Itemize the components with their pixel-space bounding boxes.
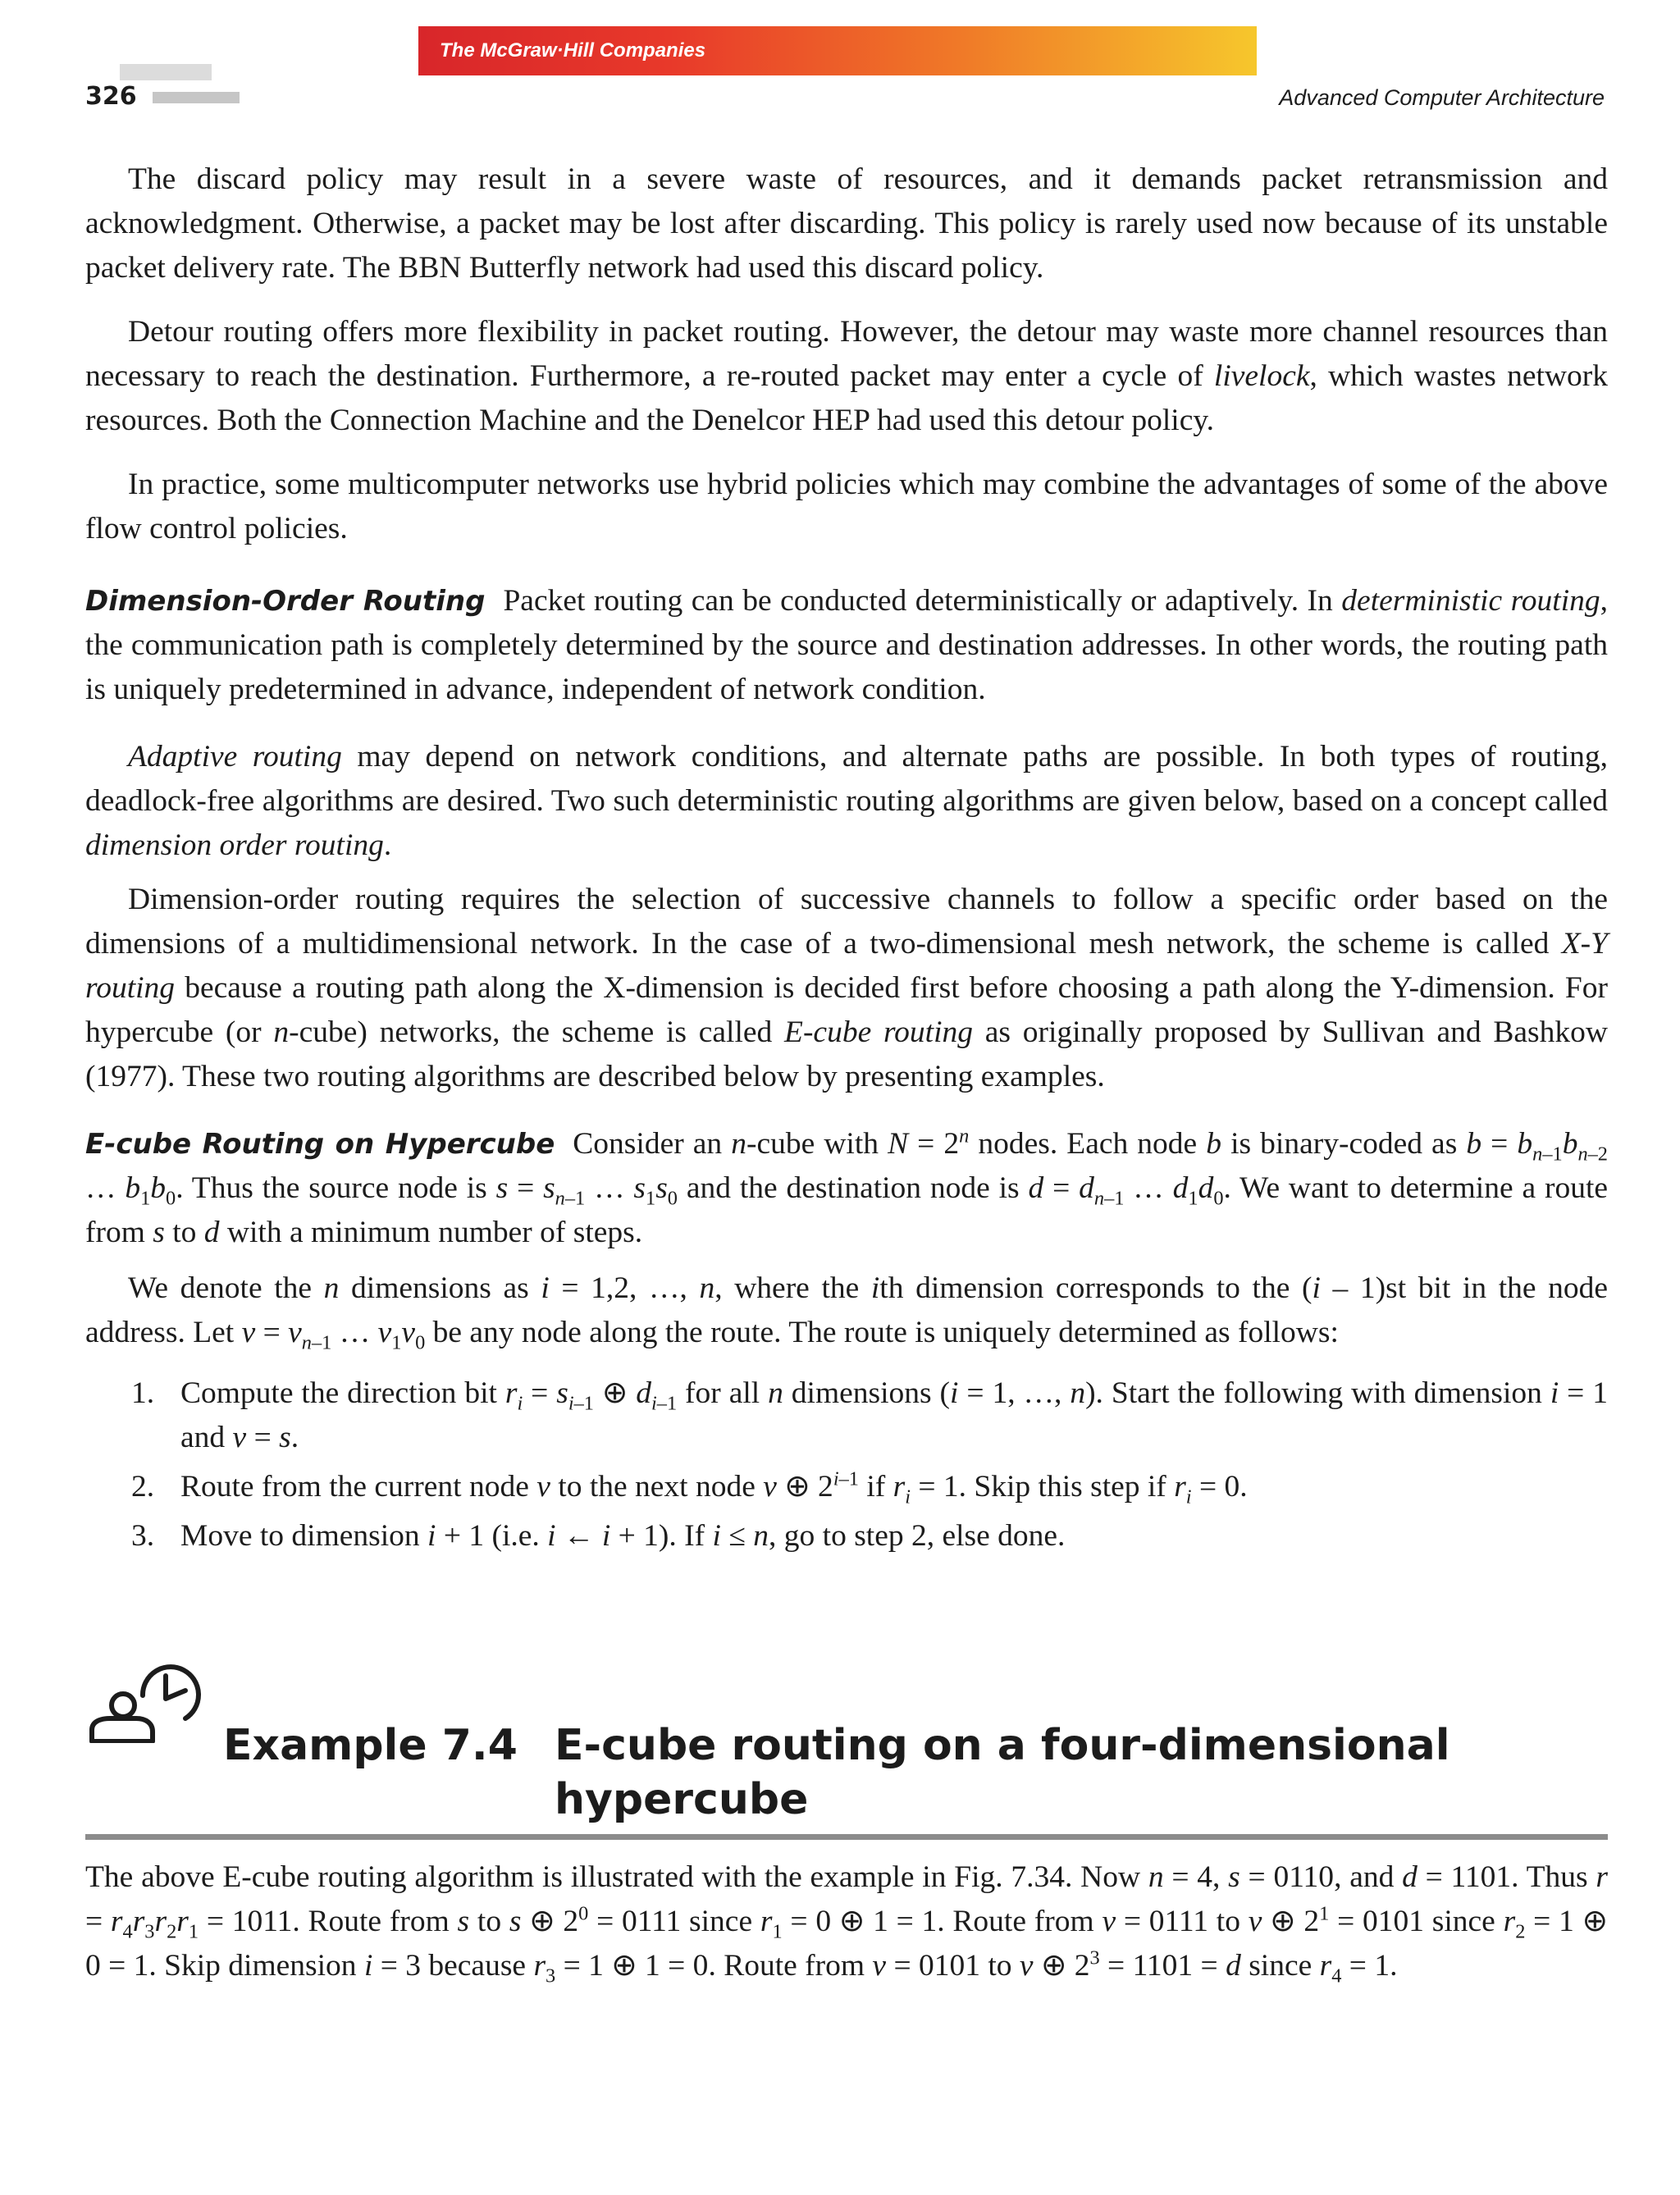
running-head-title: Advanced Computer Architecture (1279, 85, 1605, 110)
paragraph: Dimension-Order Routing Packet routing can be conducted deterministically or adaptively. In deterministic routing, the communication path is completely determined by the source and destination addresses. In other words, the routing path is uniquely predetermined in advance, independent of network condition. (85, 584, 1608, 706)
list-item: 2. Route from the current node v to the next node v ⊕ 2$^{i-1}$ if $r_i = 1$. Skip this step if $r_i = 0$. (131, 1467, 1248, 1508)
section-heading: Dimension-Order Routing (85, 585, 486, 618)
paragraph: We denote the n dimensions as i = 1,2, …, n, where the ith dimension corresponds to the (i – 1)st bit in the node address. Let $v = v_{n-1}$ … $v_1v_0$ be any node along the route. The route is uniquely determined as follows: (85, 1271, 1609, 1354)
divider (85, 1834, 1608, 1840)
algorithm-steps (85, 1371, 1608, 1558)
decorative-bar (120, 64, 212, 80)
paragraph: E-cube Routing on Hypercube Consider an n-cube with $N = 2^n$ nodes. Each node b is binary-coded as $b = b_{n-1}b_{n-2}$ … $b_1b_0$. Thus the source node is $s = s_{n-1}$ … $s_1s_0$ and the destination node is $d = d_{n-1}$ … $d_1d_0$. We want to determine a route from s to d with a minimum number of steps. (85, 1125, 1609, 1249)
example-box (85, 1636, 1608, 1825)
page-number: 326 (85, 82, 137, 111)
section-heading: E-cube Routing on Hypercube (85, 1128, 555, 1161)
list-item: 3. Move to dimension i + 1 (i.e. i ← i + 1). If i ≤ n, go to step 2, else done. (131, 1519, 1066, 1553)
paragraph: Dimension-order routing requires the selection of successive channels to follow a specific order based on the dimensions of a multidimensional network. In the case of a two-dimensional mesh network, the scheme is called X-Y routing because a routing path along the X-dimension is decided first before choosing a path along the Y-dimension. For hypercube (or n-cube) networks, the scheme is called E-cube routing as originally proposed by Sullivan and Bashkow (1977). These two routing algorithms are described below by presenting examples. (85, 883, 1608, 1093)
decorative-bar (153, 92, 240, 103)
main-text (85, 157, 1608, 1558)
paragraph: The above E-cube routing algorithm is illustrated with the example in Fig. 7.34. Now n = 4, s = 0110, and d = 1101. Thus $r = r_4r_3r_2r_1 = 1011$. Route from s to s ⊕ $2^0 = 0111$ since $r_1 = 0$ ⊕ 1 = 1. Route from v = 0111 to v ⊕ $2^1 = 0101$ since $r_2 = 1$ ⊕ 0 = 1. Skip dimension i = 3 because $r_3 = 1$ ⊕ 1 = 0. Route from v = 0101 to v ⊕ $2^3 = 1101 = d$ since $r_4 = 1$. (85, 1860, 1609, 1987)
example-title: E-cube routing on a four-dimensional hypercube (555, 1721, 1450, 1824)
example-label: Example 7.4 (223, 1721, 518, 1770)
paragraph: Detour routing offers more flexibility in packet routing. However, the detour may waste more channel resources than necessary to reach the destination. Furthermore, a re-routed packet may enter a cycle of livelock, which wastes network resources. Both the Connection Machine and the Denelcor HEP had used this detour policy. (85, 315, 1608, 437)
publisher-name: The McGraw·Hill Companies (440, 39, 706, 62)
example-person-clock-icon (85, 1645, 225, 1743)
list-item: 1. Compute the direction bit $r_i = s_{i-1}$ ⊕ $d_{i-1}$ for all n dimensions (i = 1, …, n). Start the following with dimension i = 1 and v = s. (131, 1376, 1609, 1454)
publisher-banner (418, 26, 1257, 75)
paragraph: The discard policy may result in a severe waste of resources, and it demands packet retransmission and acknowledgment. Otherwise, a packet may be lost after discarding. This policy is rarely used now because of its unstable packet delivery rate. The BBN Butterfly network had used this discard policy. (85, 162, 1608, 285)
paragraph: Adaptive routing may depend on network conditions, and alternate paths are possible. In both types of routing, deadlock-free algorithms are desired. Two such deterministic routing algorithms are given below, based on a concept called dimension order routing. (85, 740, 1609, 862)
example-text (85, 1855, 1608, 1988)
paragraph: In practice, some multicomputer networks use hybrid policies which may combine the advantages of some of the above flow control policies. (85, 468, 1608, 545)
